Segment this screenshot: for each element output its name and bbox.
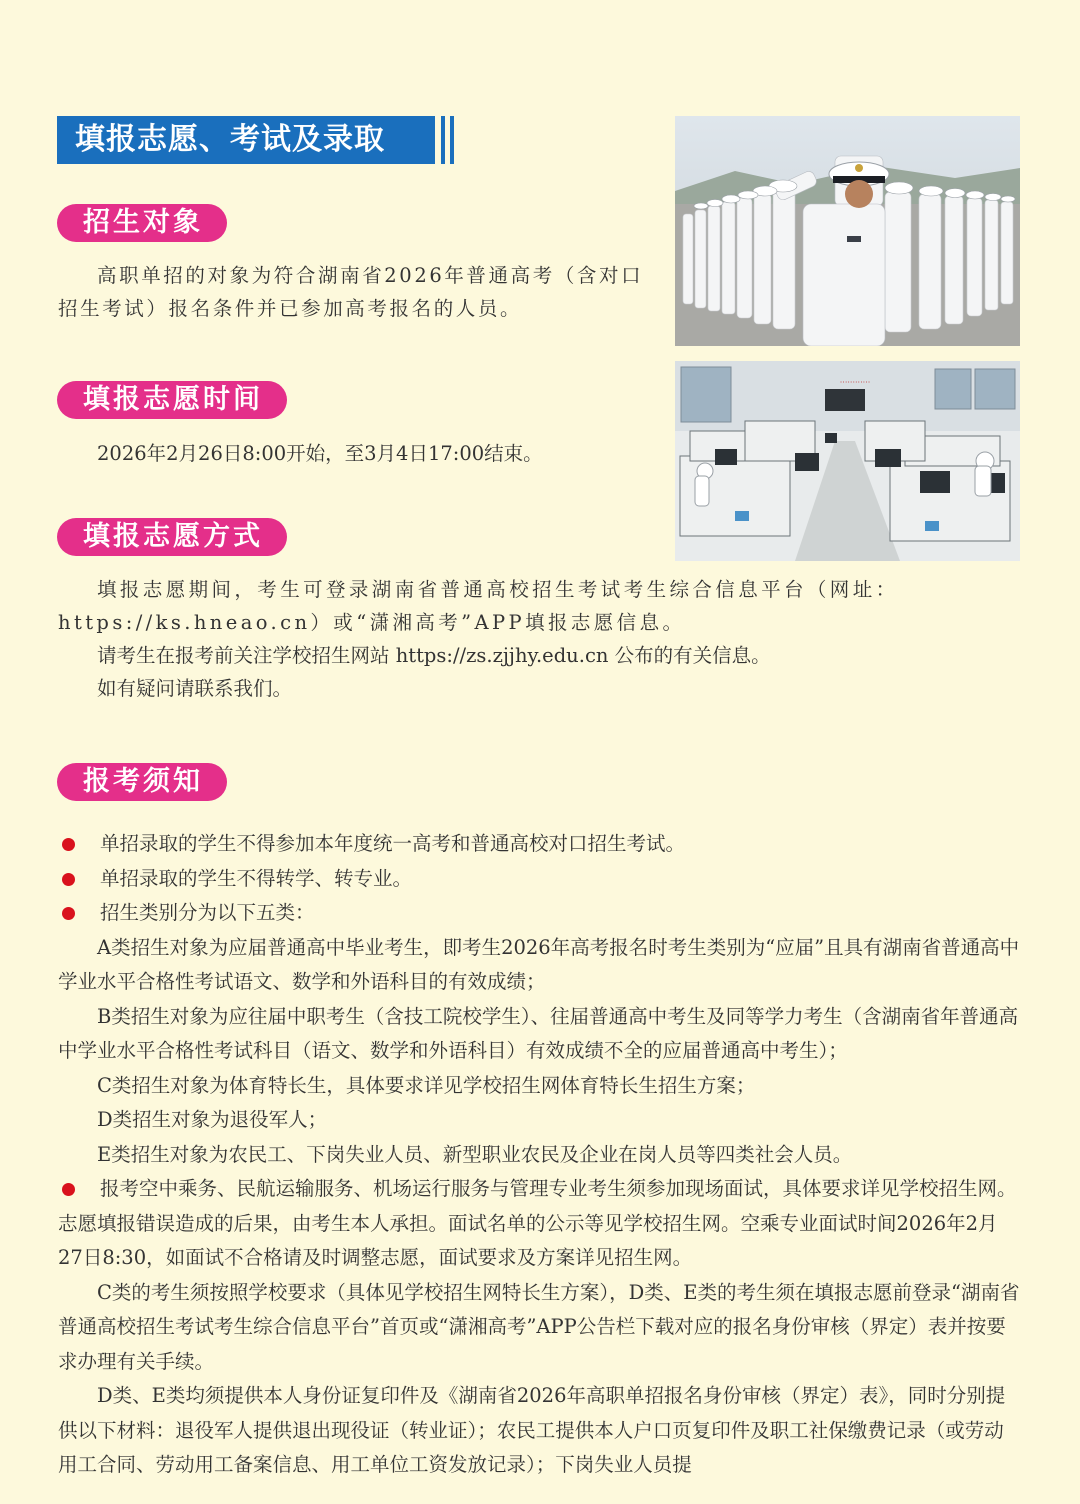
- notice-bullet: [58, 862, 1020, 897]
- method-text-2: 请考生在报考前关注学校招生网站 https://zs.zjjhy.edu.cn 公布的有关信息。: [97, 644, 771, 667]
- bullet-dot-icon: [62, 1183, 75, 1196]
- target-text: 高职单招的对象为符合湖南省2026年普通高考（含对口招生考试）报名条件并已参加高考报名的人员。: [58, 264, 644, 320]
- category-e-text: E类招生对象为农民工、下岗失业人员、新型职业农民及企业在岗人员等四类社会人员。: [97, 1142, 853, 1166]
- category-a-text: A类招生对象为应届普通高中毕业考生，即考生2026年高考报名时考生类别为“应届”且具有湖南省普通高中学业水平合格性考试语文、数学和外语科目的有效成绩；: [58, 935, 1020, 993]
- main-heading: [57, 116, 435, 164]
- cde-requirements-text: C类的考生须按照学校要求（具体见学校招生网特长生方案），D类、E类的考生须在填报志愿前登录“湖南省普通高校招生考试考生综合信息平台”首页或“潇湘高考”APP公告栏下载对应的报名身份审核（界定）表并按要求办理有关手续。: [58, 1280, 1020, 1373]
- method-text-3: 如有疑问请联系我们。: [97, 677, 293, 700]
- category-c-text: C类招生对象为体育特长生，具体要求详见学校招生网体育特长生招生方案；: [97, 1073, 756, 1097]
- target-paragraph: [58, 259, 658, 325]
- time-text: 2026年2月26日8:00开始，至3月4日17:00结束。: [97, 442, 543, 465]
- bullet-dot-icon: [62, 873, 75, 886]
- photo-robotics-lab: [675, 361, 1020, 561]
- notice-bullet-text: 单招录取的学生不得转学、转专业。: [100, 866, 413, 890]
- notice-body: [58, 827, 1020, 1483]
- section-title-target: 招生对象: [57, 204, 227, 242]
- heading-bar-decoration: [450, 116, 454, 164]
- heading-bar-decoration: [441, 116, 445, 164]
- notice-bullet-text: 单招录取的学生不得参加本年度统一高考和普通高校对口招生考试。: [100, 832, 686, 855]
- time-paragraph: [58, 437, 658, 470]
- bullet-dot-icon: [62, 838, 75, 851]
- cadets-photo-illustration: [675, 116, 1020, 346]
- method-paragraphs: [58, 573, 1020, 705]
- main-heading-text: 填报志愿、考试及录取: [75, 122, 385, 157]
- notice-bullet: [58, 896, 1020, 931]
- section-title-notice: 报考须知: [57, 763, 227, 801]
- notice-bullet: [58, 1172, 1020, 1276]
- bullet-dot-icon: [62, 907, 75, 920]
- category-b-text: B类招生对象为应往届中职考生（含技工院校学生）、往届普通高中考生及同等学力考生（含湖南省年普通高中学业水平合格性考试科目（语文、数学和外语科目）有效成绩不全的应届普通高中考生）；: [58, 1004, 1019, 1062]
- svg-text:············: ············: [839, 378, 871, 387]
- section-title-method: 填报志愿方式: [57, 518, 287, 556]
- notice-bullet-text: 招生类别分为以下五类：: [100, 901, 315, 924]
- de-materials-text: D类、E类均须提供本人身份证复印件及《湖南省2026年高职单招报名身份审核（界定）表》，同时分别提供以下材料：退役军人提供退出现役证（转业证）；农民工提供本人户口页复印件及职工社保缴费记录（或劳动用工合同、劳动用工备案信息、用工单位工资发放记录）；下岗失业人员提: [58, 1384, 1006, 1476]
- notice-bullet-text: 报考空中乘务、民航运输服务、机场运行服务与管理专业考生须参加现场面试，具体要求详见学校招生网。志愿填报错误造成的后果，由考生本人承担。面试名单的公示等见学校招生网。空乘专业面试时间2026年2月27日8:30，如面试不合格请及时调整志愿，面试要求及方案详见招生网。: [58, 1177, 1017, 1269]
- category-d-text: D类招生对象为退役军人；: [97, 1108, 328, 1131]
- section-title-time: 填报志愿时间: [57, 381, 287, 419]
- photo-cadets-saluting: [675, 116, 1020, 346]
- method-text-1: 填报志愿期间，考生可登录湖南省普通高校招生考试考生综合信息平台（网址：https://ks.hneao.cn）或“潇湘高考”APP填报志愿信息。: [58, 578, 899, 634]
- notice-bullet: [58, 827, 1020, 862]
- lab-photo-illustration: [675, 361, 1020, 561]
